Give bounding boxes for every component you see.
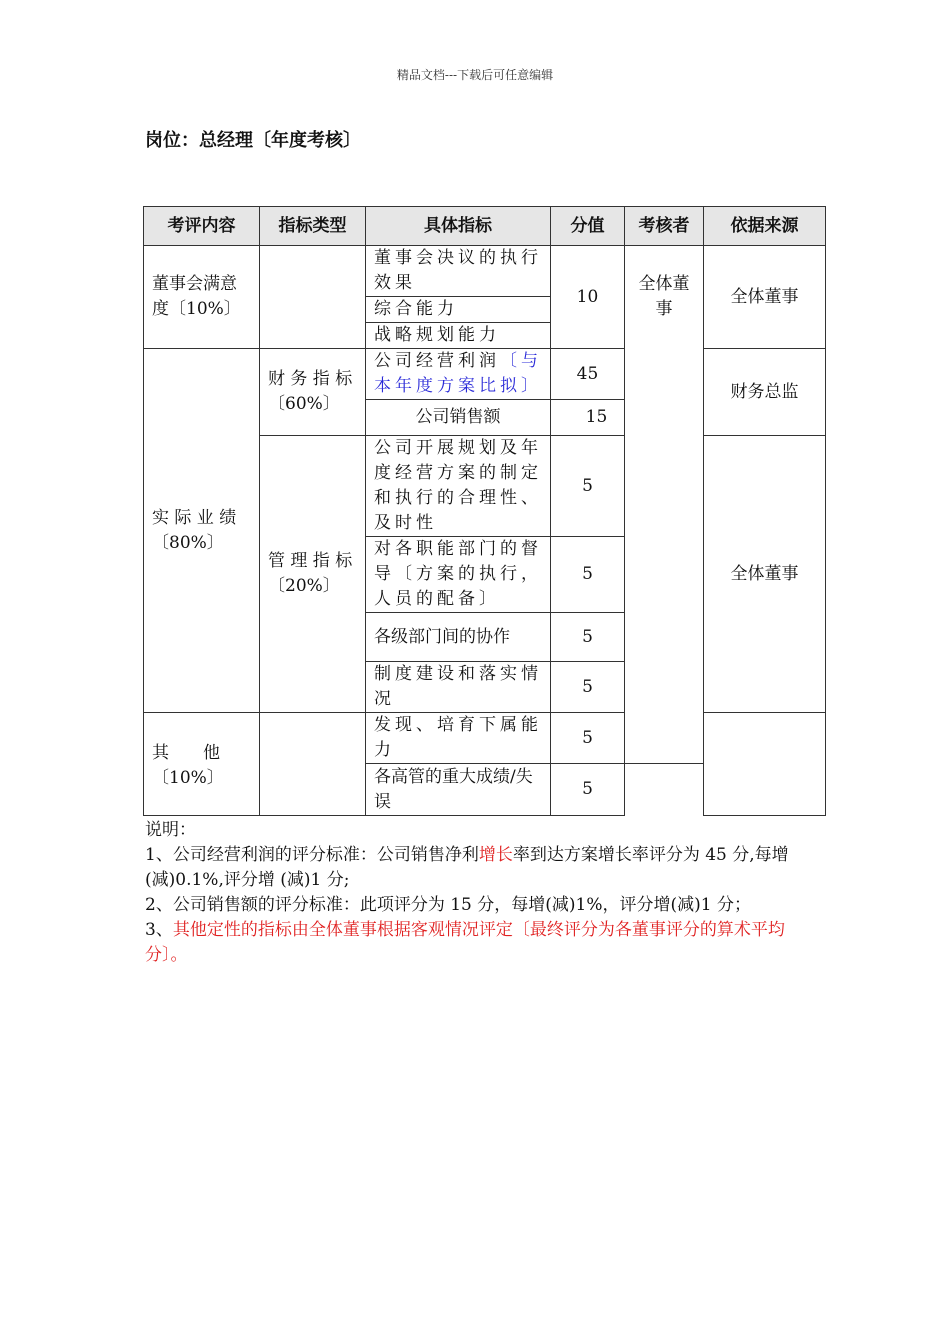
score-cell: 10 xyxy=(551,246,625,349)
note-1-text-b: 率到达方案增长率评分为 45 分,每增(减)0.1%,评分增 (减)1 分; xyxy=(145,845,789,890)
page-header-note: 精品文档---下载后可任意编辑 xyxy=(396,68,554,82)
type-empty xyxy=(260,246,366,349)
header-source: 依据来源 xyxy=(704,207,826,246)
page-title: 岗位：总经理〔年度考核〕 xyxy=(145,130,361,151)
score-cell: 5 xyxy=(551,713,625,764)
header-indicator: 具体指标 xyxy=(366,207,551,246)
indicator-cell: 各高管的重大成绩/失误 xyxy=(366,764,551,816)
type-empty xyxy=(260,713,366,816)
source-cell: 财务总监 xyxy=(704,349,826,436)
indicator-cell: 董事会决议的执行效果 xyxy=(366,246,551,297)
score-cell: 5 xyxy=(551,613,625,662)
type-financial: 财 务 指 标〔60%〕 xyxy=(260,349,366,436)
header-score: 分值 xyxy=(551,207,625,246)
notes-heading: 说明： xyxy=(145,820,196,840)
table-row xyxy=(144,349,826,400)
source-cell: 全体董事 xyxy=(704,436,826,713)
type-management: 管 理 指 标〔20%〕 xyxy=(260,436,366,713)
note-3-highlight: 其他定性的指标由全体董事根据客观情况评定〔最终评分为各董事评分的算术平均分〕。 xyxy=(145,920,785,965)
assessor-cell: 全体董事 xyxy=(625,246,704,764)
score-cell: 5 xyxy=(551,764,625,816)
note-3 xyxy=(145,918,810,968)
score-cell: 45 xyxy=(551,349,625,400)
content-board-satisfaction: 董事会满意度〔10%〕 xyxy=(144,246,260,349)
score-cell: 5 xyxy=(551,436,625,537)
note-2: 2、公司销售额的评分标准：此项评分为 15 分，每增(减)1%，评分增(减)1 分； xyxy=(145,895,751,915)
table-row xyxy=(144,246,826,297)
notes-section xyxy=(145,818,810,968)
indicator-cell: 公司销售额 xyxy=(366,400,551,436)
note-1-highlight: 增长 xyxy=(478,845,513,865)
note-1-text-a: 1、公司经营利润的评分标准：公司销售净利 xyxy=(145,845,479,865)
score-cell: 5 xyxy=(551,662,625,713)
indicator-cell: 战略规划能力 xyxy=(366,323,551,349)
profit-note: 〔与本年度方案比拟〕 xyxy=(374,351,542,396)
indicator-cell: 公司开展规划及年度经营方案的制定和执行的合理性、及时性 xyxy=(366,436,551,537)
score-cell: 5 xyxy=(551,537,625,613)
indicator-cell xyxy=(366,349,551,400)
indicator-cell: 各级部门间的协作 xyxy=(366,613,551,662)
header-assessor: 考核者 xyxy=(625,207,704,246)
note-1 xyxy=(145,843,810,893)
note-3-prefix: 3、 xyxy=(145,920,173,940)
source-empty xyxy=(704,713,826,816)
header-type: 指标类型 xyxy=(260,207,366,246)
content-actual-performance: 实 际 业 绩〔80%〕 xyxy=(144,349,260,713)
indicator-cell: 对各职能部门的督导〔方案的执行，人员的配备〕 xyxy=(366,537,551,613)
content-other: 其 他〔10%〕 xyxy=(144,713,260,816)
table-row xyxy=(144,713,826,764)
indicator-cell: 发现、培育下属能力 xyxy=(366,713,551,764)
source-cell: 全体董事 xyxy=(704,246,826,349)
header-content: 考评内容 xyxy=(144,207,260,246)
profit-label: 公司经营利润 xyxy=(374,351,500,371)
indicator-cell: 制度建设和落实情况 xyxy=(366,662,551,713)
score-cell: 15 xyxy=(551,400,625,436)
table-header-row xyxy=(144,207,826,246)
assessment-table xyxy=(143,206,826,816)
indicator-cell: 综合能力 xyxy=(366,297,551,323)
